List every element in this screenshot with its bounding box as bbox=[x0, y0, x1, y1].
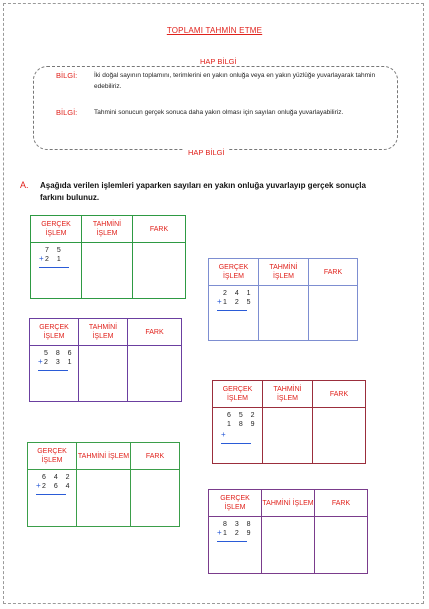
header-fark: FARK bbox=[128, 319, 182, 346]
difference-cell[interactable] bbox=[313, 408, 366, 464]
second-number: 1 2 5 bbox=[223, 299, 254, 306]
first-number: 5 8 6 bbox=[44, 350, 75, 357]
real-operation-cell bbox=[31, 243, 82, 299]
header-tahmini: TAHMİNİ İŞLEM bbox=[77, 443, 131, 470]
first-number: 6 4 2 bbox=[42, 474, 73, 481]
first-number: 8 3 8 bbox=[223, 521, 254, 528]
difference-cell[interactable] bbox=[315, 517, 368, 574]
second-number: 2 6 4 bbox=[42, 483, 73, 490]
difference-cell[interactable] bbox=[309, 286, 358, 341]
hap-bilgi-bottom-label: HAP BİLGİ bbox=[184, 148, 229, 157]
real-operation-cell bbox=[30, 346, 79, 402]
sum-line bbox=[39, 267, 69, 268]
header-tahmini: TAHMİNİ İŞLEM bbox=[263, 381, 313, 408]
question-marker: A. bbox=[20, 180, 29, 190]
plus-sign: + bbox=[39, 254, 44, 263]
header-tahmini: TAHMİNİ İŞLEM bbox=[259, 259, 309, 286]
difference-cell[interactable] bbox=[131, 470, 180, 527]
first-number: 6 5 2 bbox=[227, 412, 258, 419]
estimate-cell[interactable] bbox=[262, 517, 315, 574]
header-gercek: GERÇEK İŞLEM bbox=[30, 319, 79, 346]
plus-sign: + bbox=[221, 430, 226, 439]
sum-line bbox=[36, 494, 66, 495]
plus-sign: + bbox=[38, 357, 43, 366]
second-number: 2 3 1 bbox=[44, 359, 75, 366]
sum-line bbox=[217, 541, 247, 542]
second-number: 1 2 9 bbox=[223, 530, 254, 537]
header-gercek: GERÇEK İŞLEM bbox=[31, 216, 82, 243]
header-gercek: GERÇEK İŞLEM bbox=[209, 259, 259, 286]
plus-sign: + bbox=[217, 528, 222, 537]
operation-table bbox=[212, 380, 366, 464]
header-fark: FARK bbox=[309, 259, 358, 286]
header-gercek: GERÇEK İŞLEM bbox=[209, 490, 262, 517]
sum-line bbox=[217, 310, 247, 311]
info-text: Tahmini sonucun gerçek sonuca daha yakın olması için sayıları onluğa yuvarlayabiliriz. bbox=[94, 109, 344, 116]
info-label: BİLGİ: bbox=[56, 71, 78, 80]
sum-line bbox=[38, 370, 68, 371]
page-title: TOPLAMI TAHMİN ETME bbox=[166, 26, 263, 35]
header-tahmini: TAHMİNİ İŞLEM bbox=[79, 319, 128, 346]
header-tahmini: TAHMİNİ İŞLEM bbox=[262, 490, 315, 517]
difference-cell[interactable] bbox=[133, 243, 186, 299]
header-fark: FARK bbox=[313, 381, 366, 408]
second-number: 2 1 bbox=[45, 256, 64, 263]
plus-sign: + bbox=[36, 481, 41, 490]
sum-line bbox=[221, 443, 251, 444]
operation-table bbox=[208, 258, 358, 341]
estimate-cell[interactable] bbox=[79, 346, 128, 402]
info-label: BİLGİ: bbox=[56, 108, 78, 117]
estimate-cell[interactable] bbox=[82, 243, 133, 299]
header-gercek: GERÇEK İŞLEM bbox=[28, 443, 77, 470]
operation-table bbox=[29, 318, 182, 402]
difference-cell[interactable] bbox=[128, 346, 182, 402]
estimate-cell[interactable] bbox=[259, 286, 309, 341]
question-text: Aşağıda verilen işlemleri yaparken sayıları en yakın onluğa yuvarlayıp gerçek sonuçla farkını bulunuz. bbox=[40, 181, 366, 202]
first-number: 2 4 1 bbox=[223, 290, 254, 297]
real-operation-cell bbox=[213, 408, 263, 464]
real-operation-cell bbox=[209, 286, 259, 341]
header-gercek: GERÇEK İŞLEM bbox=[213, 381, 263, 408]
hap-bilgi-top-label: HAP BİLGİ bbox=[196, 57, 241, 66]
header-fark: FARK bbox=[131, 443, 180, 470]
operation-table bbox=[30, 215, 186, 299]
real-operation-cell bbox=[28, 470, 77, 527]
header-tahmini: TAHMİNİ İŞLEM bbox=[82, 216, 133, 243]
info-item-1 bbox=[56, 70, 376, 90]
operation-table bbox=[27, 442, 180, 527]
info-item-2 bbox=[56, 107, 344, 119]
second-number: 1 8 9 bbox=[227, 421, 258, 428]
plus-sign: + bbox=[217, 297, 222, 306]
estimate-cell[interactable] bbox=[263, 408, 313, 464]
real-operation-cell bbox=[209, 517, 262, 574]
first-number: 7 5 bbox=[45, 247, 64, 254]
info-text: İki doğal sayının toplamını, terimlerini en yakın onluğa veya en yakın yüzlüğe yuvarlayarak tahmin edebiliriz. bbox=[94, 72, 376, 90]
operation-table bbox=[208, 489, 368, 574]
estimate-cell[interactable] bbox=[77, 470, 131, 527]
header-fark: FARK bbox=[133, 216, 186, 243]
header-fark: FARK bbox=[315, 490, 368, 517]
